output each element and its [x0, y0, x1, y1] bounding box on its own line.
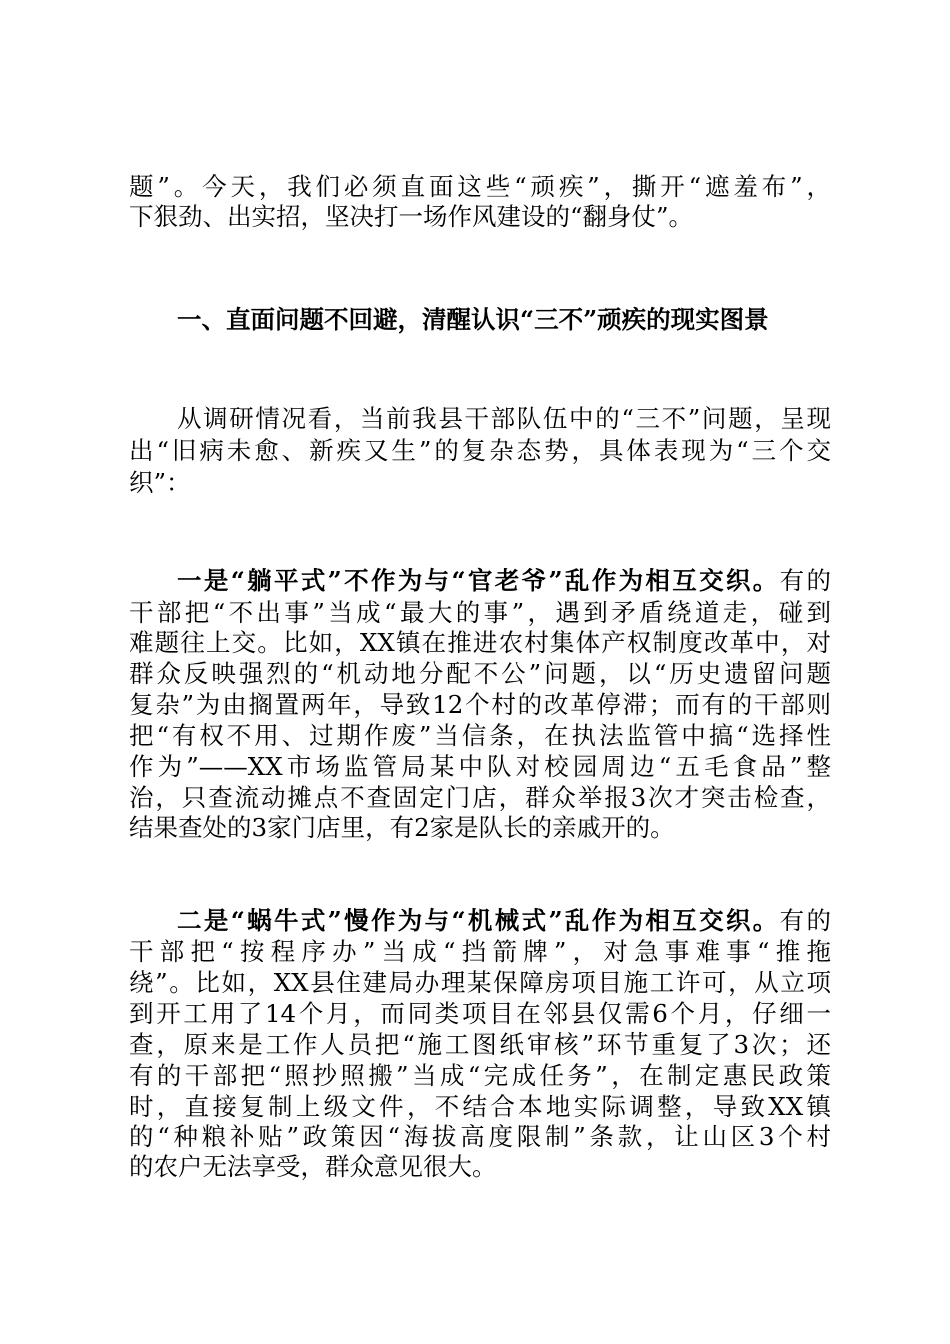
- point1-line1-rest: 有的: [779, 566, 832, 595]
- point1-line-9: 结果查处的3家门店里，有2家是队长的亲戚开的。: [129, 813, 675, 842]
- point2-line1-rest: 有的: [779, 906, 832, 935]
- point2-line-6: 有的干部把“照抄照搬”当成“完成任务”，在制定惠民政策: [129, 1061, 831, 1090]
- point2-line-2: 干部把“按程序办”当成“挡箭牌”，对急事难事“推拖: [129, 937, 831, 966]
- overview-line-3: 织”：: [129, 468, 191, 497]
- point1-line-2: 干部把“不出事”当成“最大的事”，遇到矛盾绕道走，碰到: [129, 598, 831, 627]
- point1-line-3: 难题往上交。比如，XX镇在推进农村集体产权制度改革中，对: [129, 628, 831, 657]
- point2-line-9: 的农户无法享受，群众意见很大。: [129, 1152, 497, 1181]
- section-heading: 一、直面问题不回避，清醒认识“三不”顽疾的现实图景: [177, 305, 769, 334]
- point2-line-5: 查，原来是工作人员把“施工图纸审核”环节重复了3次；还: [129, 1030, 831, 1059]
- point2-lead: 二是“蜗牛式”慢作为与“机械式”乱作为相互交织。: [177, 906, 780, 935]
- point1-line-8: 治，只查流动摊点不查固定门店，群众举报3次才突击检查，: [129, 783, 831, 812]
- intro-line-2: 下狠劲、出实招，坚决打一场作风建设的“翻身仗”。: [129, 202, 694, 231]
- point1-lead: 一是“躺平式”不作为与“官老爷”乱作为相互交织。: [177, 566, 780, 595]
- intro-line-1: 题”。今天，我们必须直面这些“顽疾”，撕开“遮羞布”，: [129, 172, 831, 201]
- point1-line-4: 群众反映强烈的“机动地分配不公”问题，以“历史遗留问题: [129, 659, 831, 688]
- point1-line-6: 把“有权不用、过期作废”当信条，在执法监管中搞“选择性: [129, 721, 831, 750]
- point1-line-7: 作为”——XX市场监管局某中队对校园周边“五毛食品”整: [129, 752, 831, 781]
- point1-line-5: 复杂”为由搁置两年，导致12个村的改革停滞；而有的干部则: [129, 690, 831, 719]
- point2-line-4: 到开工用了14个月，而同类项目在邻县仅需6个月，仔细一: [129, 999, 831, 1028]
- point2-line-3: 绕”。比如，XX县住建局办理某保障房项目施工许可，从立项: [129, 968, 831, 997]
- point2-line-7: 时，直接复制上级文件，不结合本地实际调整，导致XX镇: [129, 1092, 831, 1121]
- point2-line-1: [177, 904, 831, 938]
- point2-line-8: 的“种粮补贴”政策因“海拔高度限制”条款，让山区3个村: [129, 1122, 831, 1151]
- overview-line-1: 从调研情况看，当前我县干部队伍中的“三不”问题，呈现: [177, 404, 831, 433]
- overview-line-2: 出“旧病未愈、新疾又生”的复杂态势，具体表现为“三个交: [129, 436, 831, 465]
- point1-line-1: [177, 564, 831, 598]
